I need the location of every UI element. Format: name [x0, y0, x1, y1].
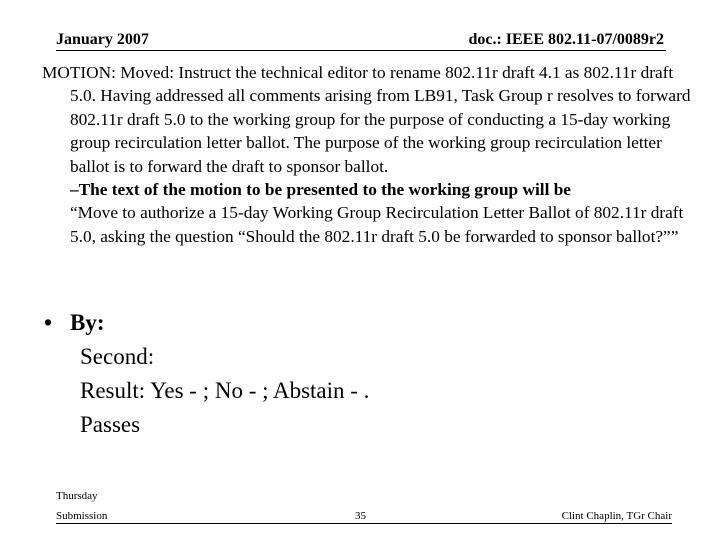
vote-block	[44, 306, 369, 442]
vote-by-row	[44, 306, 369, 340]
vote-status: Passes	[80, 412, 141, 437]
motion-block	[42, 61, 692, 248]
motion-paragraph	[42, 61, 692, 178]
motion-quote	[42, 178, 692, 248]
bullet-glyph: •	[44, 310, 53, 335]
header-divider	[56, 50, 666, 51]
footer-page-number: 35	[355, 510, 366, 522]
footer-divider	[56, 523, 672, 524]
motion-label: MOTION:	[42, 63, 116, 82]
motion-quote-intro: –The text of the motion to be presented to the working group will be	[70, 180, 571, 200]
motion-quote-text: “Move to authorize a 15-day Working Group Recirculation Letter Ballot of 802.11r draft 5.0, asking the question “Should the 802.11r draft 5.0 be forwarded to sponsor ballot?””	[70, 203, 684, 246]
header-date: January 2007	[56, 31, 149, 48]
vote-second: Second:	[80, 344, 155, 369]
motion-text: Moved: Instruct the technical editor to rename 802.11r draft 4.1 as 802.11r draft 5.0. Having addressed all comments arising from LB91, Task Group r resolves to forward 802.11r draft 5.0 to the working group for the purpose of conducting a 15-day working group recirculation letter ballot. The purpose of the working group recirculation letter ballot is to forward the draft to sponsor ballot.	[70, 63, 691, 176]
vote-by-label: By:	[70, 310, 105, 335]
header-doc-id: doc.: IEEE 802.11-07/0089r2	[468, 31, 664, 48]
footer-day: Thursday	[56, 490, 98, 502]
footer-author: Clint Chaplin, TGr Chair	[561, 510, 672, 522]
vote-result: Result: Yes - ; No - ; Abstain - .	[80, 378, 370, 403]
footer-submission: Submission	[56, 510, 108, 522]
